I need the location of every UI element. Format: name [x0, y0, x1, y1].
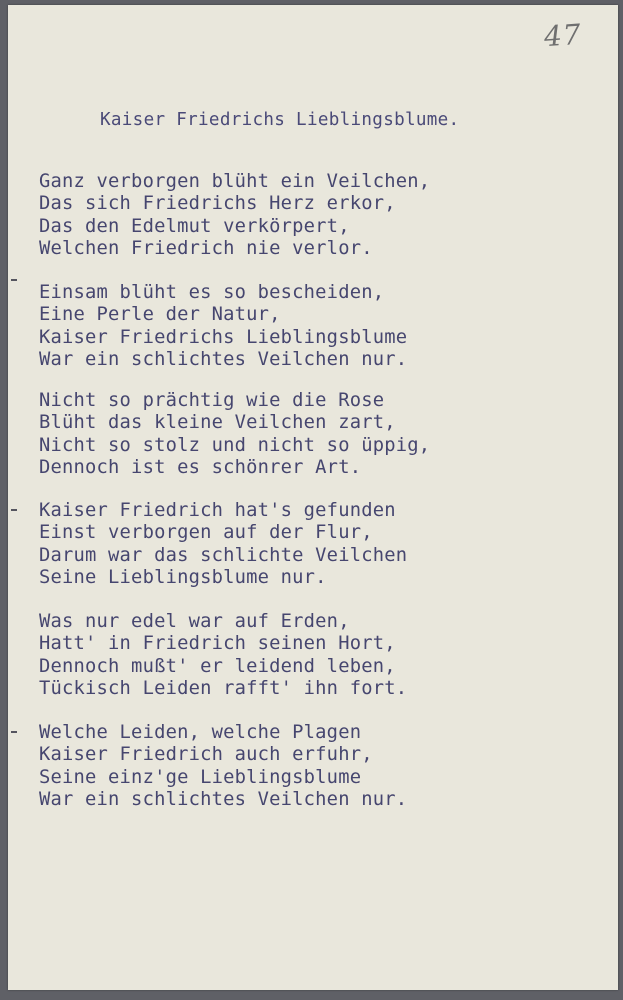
poem-line: Ganz verborgen blüht ein Veilchen, — [39, 171, 431, 192]
stanza-1 — [39, 171, 609, 260]
poem-line: Seine Lieblingsblume nur. — [39, 566, 327, 588]
poem-line: Das den Edelmut verkörpert, — [39, 215, 350, 237]
document-page — [8, 5, 618, 990]
poem-line: Darum war das schlichte Veilchen — [39, 544, 408, 566]
poem-line: Hatt' in Friedrich seinen Hort, — [39, 633, 396, 655]
poem-line: Kaiser Friedrich auch erfuhr, — [39, 744, 373, 766]
poem-line: Einst verborgen auf der Flur, — [39, 522, 373, 544]
poem-line: Welchen Friedrich nie verlor. — [39, 237, 373, 259]
stanza-6 — [39, 722, 609, 811]
poem-line: Blüht das kleine Veilchen zart, — [39, 412, 396, 434]
poem-line: War ein schlichtes Veilchen nur. — [39, 788, 408, 810]
stanza-2 — [39, 282, 609, 371]
margin-mark — [11, 731, 17, 733]
poem-line: Eine Perle der Natur, — [39, 304, 281, 326]
poem-line: Nicht so prächtig wie die Rose — [39, 390, 385, 411]
page-number: 47 — [542, 17, 583, 54]
poem-line: Einsam blüht es so bescheiden, — [39, 282, 385, 303]
poem-line: Dennoch ist es schönrer Art. — [39, 456, 362, 478]
poem-line: Tückisch Leiden rafft' ihn fort. — [39, 677, 408, 699]
stanza-3 — [39, 390, 609, 479]
poem-line: Was nur edel war auf Erden, — [39, 611, 350, 632]
poem-line: Welche Leiden, welche Plagen — [39, 722, 362, 743]
poem-line: Das sich Friedrichs Herz erkor, — [39, 193, 396, 215]
poem-title: Kaiser Friedrichs Lieblingsblume. — [100, 110, 460, 130]
poem-line: War ein schlichtes Veilchen nur. — [39, 348, 408, 370]
poem-line: Kaiser Friedrichs Lieblingsblume — [39, 326, 408, 348]
poem-line: Seine einz'ge Lieblingsblume — [39, 766, 362, 788]
margin-mark — [11, 509, 17, 511]
margin-mark — [11, 279, 17, 281]
poem-line: Nicht so stolz und nicht so üppig, — [39, 434, 431, 456]
poem-line: Dennoch mußt' er leidend leben, — [39, 655, 396, 677]
stanza-5 — [39, 611, 609, 700]
poem-line: Kaiser Friedrich hat's gefunden — [39, 500, 396, 521]
stanza-4 — [39, 500, 609, 589]
